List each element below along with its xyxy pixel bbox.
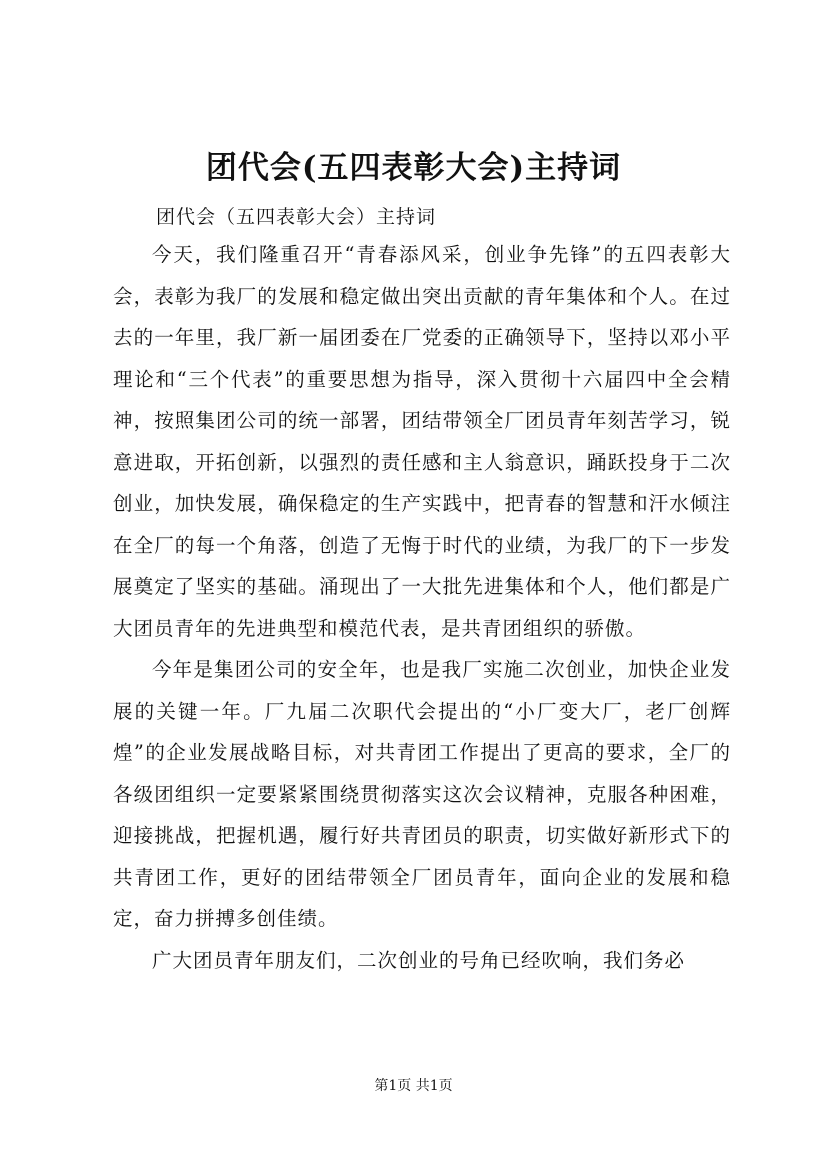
paragraph-1: 今天，我们隆重召开“青春添风采，创业争先锋”的五四表彰大会，表彰为我厂的发展和稳定做出突出贡献的青年集体和个人。在过去的一年里，我厂新一届团委在厂党委的正确领导下，坚持以邓小平理论和“三个代表”的重要思想为指导，深入贯彻十六届四中全会精神，按照集团公司的统一部署，团结带领全厂团员青年刻苦学习，锐意进取，开拓创新，以强烈的责任感和主人翁意识，踊跃投身于二次创业，加快发展，确保稳定的生产实践中，把青春的智慧和汗水倾注在全厂的每一个角落，创造了无悔于时代的业绩，为我厂的下一步发展奠定了坚实的基础。涌现出了一大批先进集体和个人，他们都是广大团员青年的先进典型和模范代表，是共青团组织的骄傲。 xyxy=(113,243,731,640)
document-body xyxy=(113,234,731,981)
document-subtitle: 团代会（五四表彰大会）主持词 xyxy=(156,206,437,228)
paragraph-2: 今年是集团公司的安全年，也是我厂实施二次创业，加快企业发展的关键一年。厂九届二次职代会提出的“小厂变大厂，老厂创辉煌”的企业发展战略目标，对共青团工作提出了更高的要求，全厂的各级团组织一定要紧紧围绕贯彻落实这次会议精神，克服各种困难，迎接挑战，把握机遇，履行好共青团员的职责，切实做好新形式下的共青团工作，更好的团结带领全厂团员青年，面向企业的发展和稳定，奋力拼搏多创佳绩。 xyxy=(113,658,731,930)
page-title: 团代会(五四表彰大会)主持词 xyxy=(205,150,622,186)
paragraph-3: 广大团员青年朋友们，二次创业的号角已经吹响，我们务必 xyxy=(152,948,686,972)
page-footer: 第1页 共1页 xyxy=(374,1078,453,1094)
